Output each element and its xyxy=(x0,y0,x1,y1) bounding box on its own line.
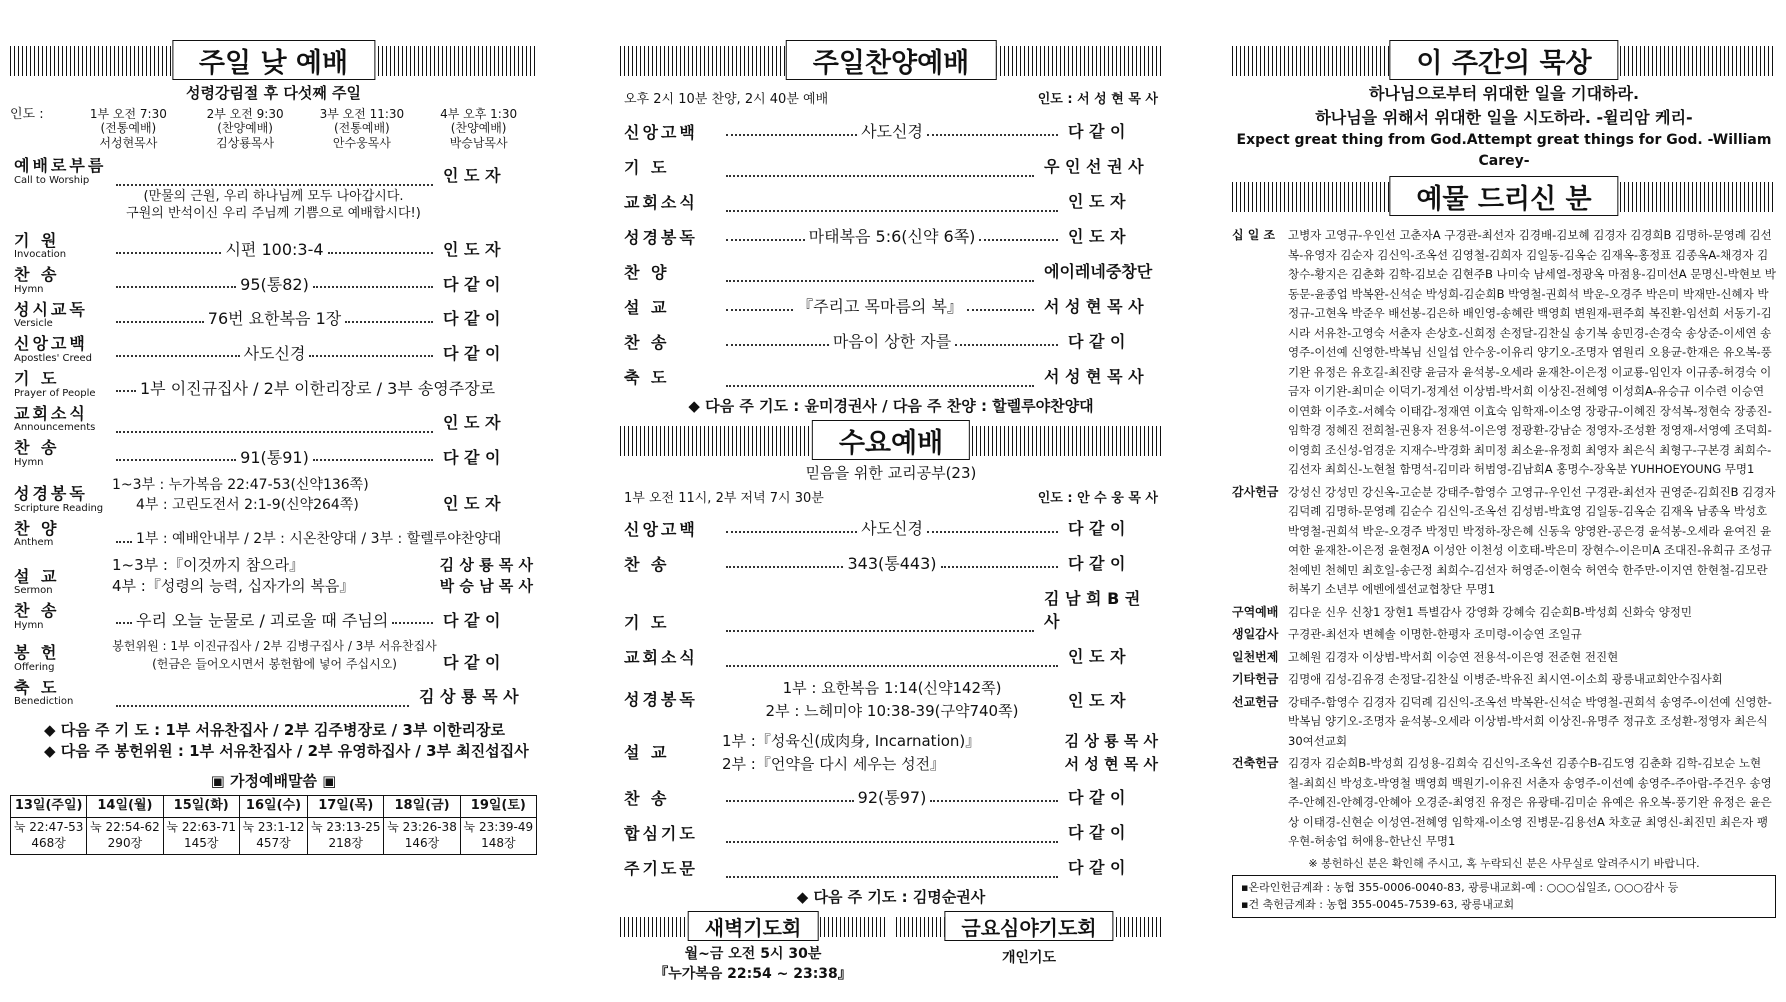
friday-prayer: 금요심야기도회 개인기도 xyxy=(896,911,1162,983)
gifts-header: 예물 드리신 분 xyxy=(1232,176,1776,216)
scripture-reading: 성경봉독 Scripture Reading 1~3부 : 누가복음 22:47-53(신약136쪽) 4부 : 고린도전서 2:1-9(신약264쪽) 인 도 자 xyxy=(14,476,501,514)
verse-line-3: Expect great thing from God.Attempt great things for God. -William Carey- xyxy=(1236,132,1772,169)
hymn-1: 찬 송 Hymn 95(통82) 다 같 이 xyxy=(14,265,501,295)
gift-cell: 구역예배 김다운 신우 신창1 장현1 특별감사 강영화 강혜숙 김순희B-박성희 신화숙 양정민 xyxy=(1232,604,1692,619)
wed-hymn: 찬 송 343(통443) 다 같 이 xyxy=(624,554,1126,575)
anthem: 찬 양 Anthem 1부 : 예배안내부 / 2부 : 시온찬양대 / 3부 : 할렐루야찬양대 xyxy=(14,518,502,549)
c2-item-news: 교회소식 인 도 자 xyxy=(624,192,1126,213)
bank-accounts: ▪온라인헌금계좌 : 농협 355-0006-0040-83, 광릉내교회-예 : ○○○십일조, ○○○감사 등 ▪건 축헌금계좌 : 농협 355-0045-7539-63, 광릉내교회 xyxy=(1232,875,1776,918)
verse-line-2: 하나님을 위해서 위대한 일을 시도하라. -윌리암 케리- xyxy=(1315,108,1693,127)
hymn-2: 찬 송 Hymn 91(통91) 다 같 이 xyxy=(14,438,501,468)
c2-item-sermon: 설 교 『주리고 목마름의 복』 서 성 현 목 사 xyxy=(624,297,1144,318)
gift-note: ※ 봉헌하신 분은 확인해 주시고, 혹 누락되신 분은 사무실로 알려주시기 바랍니다. xyxy=(1308,856,1700,870)
family-worship-title: ▣ 가정예배말씀 ▣ xyxy=(210,772,337,791)
family-worship-table: 13일(주일) 14일(월) 15일(화) 16일(수) 17일(목) 18일(금) 19일(토) 눅 22:47-53 468장 눅 22:54-62 290장 눅 22:63-71 145장 눅 23:1-12 457장 눅 23:13-25 218장 눅 23:26-38 146장 눅 23:39-49 148장 xyxy=(10,795,537,854)
wed-news: 교회소식 인 도 자 xyxy=(624,647,1126,668)
wed-next-prayer: ◆ 다음 주 기도 : 김명순권사 xyxy=(796,888,986,906)
creed: 신앙고백 Apostles' Creed 사도신경 다 같 이 xyxy=(14,334,501,364)
c2-item-creed: 신앙고백 사도신경 다 같 이 xyxy=(624,122,1126,143)
gift-building: 건축헌금 김경자 김순희B-박성희 김성용-김희숙 김신익-조옥선 김종수B-김도영 김춘화 김학-김보순 노현철-최희신 박성호-박영철 백영희 백원기-이유진 서춘자 송영주-이선예 송영주-주아람-주건우 송영주-안혜진-안혜경-안혜아 오경준-최영진 유정은 유광태-김미순 유예은 유오복-풍기완 유정은 윤은상 이태경-신현순 이성연-전혜영 임학재-이소영 진병문-김용선A 차호균 최영신-최진민 최은자 팽우현-허송업 허애용-한난신 무명1 xyxy=(1232,756,1772,848)
section-header: 주일 낮 예배 xyxy=(10,40,537,80)
section-header: 주일찬양예배 xyxy=(620,40,1162,80)
c2-item-scripture: 성경봉독 마태복음 5:6(신약 6쪽) 인 도 자 xyxy=(624,227,1126,248)
benediction: 축 도 Benediction 김 상 룡 목 사 xyxy=(14,677,519,708)
gift-list xyxy=(1232,226,1776,852)
gift-other: 기타헌금 김명애 김성-김유경 손정달-김찬실 이병준-박유진 최시연-이소희 광릉내교회안수집사회 xyxy=(1232,672,1723,686)
wed-header: 수요예배 xyxy=(620,420,1162,460)
gift-1000: 일천번제 고혜원 김경자 이상범-박서희 이승연 전용석-이은영 전준현 전진현 xyxy=(1232,649,1619,664)
c2-item-benediction: 축 도 서 성 현 목 사 xyxy=(624,367,1144,388)
prayer: 기 도 Prayer of People 1부 이진규집사 / 2부 이한리장로 / 3부 송영주장로 xyxy=(14,368,496,399)
meditation-column xyxy=(1232,40,1776,918)
wed-sermon: 설 교 1부 :『성육신(成肉身, Incarnation)』 김 상 룡 목 사 2부 :『언약을 다시 세우는 성전』 서 성 현 목 사 xyxy=(624,732,1158,773)
c2-item-hymn: 찬 송 마음이 상한 자를 다 같 이 xyxy=(624,332,1126,353)
leader-4: 4부 오후 1:30 (찬양예배) 박승남목사 xyxy=(440,107,518,150)
call-to-worship: 예배로부름 Call to Worship 인 도 자 xyxy=(14,156,501,186)
leader-2: 2부 오전 9:30 (찬양예배) 김상룡목사 xyxy=(206,107,284,150)
wed-lords-prayer: 주기도문 다 같 이 xyxy=(624,858,1126,879)
section-header: 이 주간의 묵상 xyxy=(1232,40,1776,80)
next-week-prayer: ◆ 다음 주 기 도 : 1부 서유찬집사 / 2부 김주병장로 / 3부 이한리장로 xyxy=(44,721,505,740)
gift-birthday: 생일감사 구경관-최선자 변혜솔 이명한-한평자 조미령-이승연 조일규 xyxy=(1232,627,1582,641)
gift-tithe: 십 일 조 고병자 고영규-우인선 고춘자A 구경관-최선자 김경배-김보혜 김경자 김경희B 김명하-문영례 김선복-유영자 김순자 김신익-조옥선 김영철-김희자 김일동-김옥순 김재옥-홍정표 김종옥A-채경자 김창수-황지은 김춘화 김학-김보순 김현주B 나미숙 남세열-정광옥 마점용-김미선A 문명신-박현보 박동문-윤종업 박복완-신석순 박성희-김순희B 박영철-권희석 박운-오경주 박은미 박재만-신혜자 박정규-고현옥 박준우 배선봉-김은하 배인영-송혜란 백영희 변원재-편주희 복진환-임선희 서동기-김시라 서유찬-고영숙 서춘자 손상호-신희정 손정달-김찬실 송기복 송민경-손경숙 송상준-이세연 송영주-이선예 신영한-박복님 신일섭 안수웅-이유리 양기오-조명자 염원리 오용균-한재은 유오복-풍기완 유정은 유호길-최진량 윤금자 윤석봉-오세라 윤재찬-이은정 이교룡-임인자 이규종-허경숙 이금자 이기완-최미순 이덕기-정계선 이상범-박서희 이상진-전혜영 이성희A-유승규 이수련 이승연 이연화 이주호-서혜숙 이태갑-정재연 이효숙 임학재-이소영 장광규-이혜진 장석복-정현숙 장종진-임학경 정혜진 전희철-권용자 전용석-이은영 정광환-강남순 정영자-조성환 정영재-서영예 조덕희-이영희 조신성-엄경운 지재수-박경화 최미정 최소윤-유정희 최영자 최은식 최형구-구본경 최희수-김선자 최희신-노현철 함명석-김미라 허범영-김남희A 홍명수-장옥분 YUHHOEYOUNG 무명1 xyxy=(1232,228,1776,476)
sunday-worship-column: 주일 낮 예배 성령강림절 후 다섯째 주일 인도 : 1부 오전 7:30 (전통예배) 서성현목사 2부 오전 9:30 (찬양예배) 김상룡목사 3부 오전 11:30 (전통예배) 안수웅목사 4부 오후 1:30 (찬양예배) 박승남목사 예배로부름 Call to Worship 인 도 자 (만물의 근원, 우리 하나님께 모두 나아갑시다. 구원의 반석이신 우리 주님께 기쁨으로 예배합시다!) 기 원 Invocation 시편 100:3-4 인 도 자 찬 송 Hymn 95(통82) 다 같 이 성시교독 Versicle 76번 요한복음 1장 다 같 이 신앙고백 Apostles' Creed 사도신경 다 같 이 기 도 Prayer of People 1부 이진규집사 / 2부 이한리장로 / 3부 송영주장로 교회소식 Announcements 인 도 자 찬 송 Hymn 91(통91) 다 같 이 성경봉독 Scripture Reading 1~3부 : 누가복음 22:47-53(신약136쪽) 4부 : 고린도전서 2:1-9(신약264쪽) 인 도 자 찬 양 Anthem 1부 : 예배안내부 / 2부 : 시온찬양대 / 3부 : 할렐루야찬양대 설 교 Sermon 1~3부 :『이것까지 참으라』 김 상 룡 목 사 4부 :『성령의 능력, 십자가의 복음』 박 승 남 목 사 찬 송 Hymn 우리 오늘 눈물로 / 괴로울 때 주님의 다 같 이 봉 헌 Offering 봉헌위원 : 1부 이진규집사 / 2부 김병구집사 / 3부 서유찬집사 (헌금은 들어오시면서 봉헌함에 넣어 주십시오) 다 같 이 축 도 Benediction 김 상 룡 목 사 ◆ 다음 주 기 도 : 1부 서유찬집사 / 2부 김주병장로 / 3부 이한리장로 ◆ 다음 주 봉헌위원 : 1부 서유찬집사 / 2부 유영하집사 / 3부 최진섭집사 ▣ 가정예배말씀 ▣ 13일(주일) 14일(월) 15일(화) 16일(수) 17일(목) 18일(금) 19일(토) 눅 22:47-53 468장 눅 22:54-62 290장 눅 22:63-71 145장 눅 23:1-12 457장 눅 23:13-25 218장 눅 23:26-38 146장 눅 23:39-49 148장 xyxy=(10,40,537,855)
sermon: 설 교 Sermon 1~3부 :『이것까지 참으라』 김 상 룡 목 사 4부 :『성령의 능력, 십자가의 복음』 박 승 남 목 사 xyxy=(14,556,533,597)
leader-1: 1부 오전 7:30 (전통예배) 서성현목사 xyxy=(89,107,167,150)
wed-prayer: 기 도 김 남 희 B 권 사 xyxy=(624,589,1141,633)
wed-hymn-2: 찬 송 92(통97) 다 같 이 xyxy=(624,788,1126,809)
gift-thanks: 감사헌금 강성신 강성민 강신옥-고순분 강태주-함영수 고영규-우인선 구경관-최선자 권영준-김희진B 김경자 김덕례 김명하-문영례 김순수 김신익-조옥선 김성범-박효영 김일동-김옥순 김재옥 남종옥 박성호 박영철-권희석 박운-오경주 박정민 박정하-장은혜 신동욱 양영완-공은경 윤석봉-오세라 윤여진 윤여한 윤재찬-이은정 윤현정A 이성안 이천성 이호태-박은미 장현수-이은미A 조대진-유희규 조성규 천예빈 천혜민 최호일-송근정 최희수-김선자 허영준-이현숙 허연숙 한주만-이지연 한현철-김모란 허복기 소년부 에벤에셀선교협창단 무명1 xyxy=(1232,484,1776,596)
wed-creed: 신앙고백 사도신경 다 같 이 xyxy=(624,519,1126,540)
wed-unison-prayer: 합심기도 다 같 이 xyxy=(624,823,1126,844)
leaders: 인도 : 1부 오전 7:30 (전통예배) 서성현목사 2부 오전 9:30 (찬양예배) 김상룡목사 3부 오전 11:30 (전통예배) 안수웅목사 4부 오후 1:30 (찬양예배) 박승남목사 xyxy=(10,107,537,150)
praise-worship-column: 주일찬양예배 오후 2시 10분 찬양, 2시 40분 예배 인도 : 서 성 현 목 사 신앙고백 사도신경 다 같 이 기 도 우 인 선 권 사 교회소식 인 도 자 성경봉독 마태복음 5:6(신약 6쪽) 인 도 자 찬 양 에이레네중창단 설 교 『주리고 목마름의 복』 서 성 현 목 사 찬 송 마음이 상한 자를 다 같 이 축 도 서 성 현 목 사 ◆ 다음 주 기도 : 윤미경권사 / 다음 주 찬양 : 할렐루야찬양대 수요예배 믿음을 위한 교리공부(23) 1부 오전 11시, 2부 저녁 7시 30분 인도 : 안 수 웅 목 사 신앙고백 사도신경 다 같 이 찬 송 343(통443) 다 같 이 기 도 김 남 희 B 권 사 교회소식 인 도 자 성경봉독 1부 : 요한복음 1:14(신약142쪽) 2부 : 느헤미야 10:38-39(구약740쪽) 인 도 자 설 교 1부 :『성육신(成肉身, Incarnation)』 김 상 룡 목 사 2부 :『언약을 다시 세우는 성전』 서 성 현 목 사 찬 송 92(통97) 다 같 이 합심기도 다 같 이 주기도문 다 같 이 ◆ 다음 주 기도 : 김명순권사 새벽기도회 월~금 오전 5시 30분 『누가복음 22:54 ~ 23:38』 금요심야기도회 개인기도 xyxy=(620,40,1162,983)
c2-item-prayer: 기 도 우 인 선 권 사 xyxy=(624,157,1144,178)
c2-item-anthem: 찬 양 에이레네중창단 xyxy=(624,262,1153,283)
gift-mission: 선교헌금 강태주-함영수 김경자 김덕례 김신익-조옥선 박복완-신석순 박영철-권희석 송영주-이선예 신영한-박복님 양기오-조명자 윤석봉-오세라 이상범-박서희 이상진-유명주 정규호 조성환-정영자 최은식 30여선교회 xyxy=(1232,694,1772,748)
wed-scripture: 성경봉독 1부 : 요한복음 1:14(신약142쪽) 2부 : 느헤미야 10:38-39(구약740쪽) 인 도 자 xyxy=(624,679,1126,720)
dawn-prayer: 새벽기도회 월~금 오전 5시 30분 『누가복음 22:54 ~ 23:38』 xyxy=(620,911,886,983)
versicle: 성시교독 Versicle 76번 요한복음 1장 다 같 이 xyxy=(14,299,501,330)
invocation: 기 원 Invocation 시편 100:3-4 인 도 자 xyxy=(14,230,501,261)
next-week-offering: ◆ 다음 주 봉헌위원 : 1부 서유찬집사 / 2부 유영하집사 / 3부 최진섭집사 xyxy=(44,742,529,761)
c2-next-week: ◆ 다음 주 기도 : 윤미경권사 / 다음 주 찬양 : 할렐루야찬양대 xyxy=(688,397,1094,415)
verse-line-1: 하나님으로부터 위대한 일을 기대하라. xyxy=(1368,84,1640,103)
subtitle: 성령강림절 후 다섯째 주일 xyxy=(185,84,362,102)
leader-3: 3부 오전 11:30 (전통예배) 안수웅목사 xyxy=(319,107,405,150)
hymn-3: 찬 송 Hymn 우리 오늘 눈물로 / 괴로울 때 주님의 다 같 이 xyxy=(14,601,501,631)
announcements: 교회소식 Announcements 인 도 자 xyxy=(14,403,501,434)
offering: 봉 헌 Offering 봉헌위원 : 1부 이진규집사 / 2부 김병구집사 / 3부 서유찬집사 (헌금은 들어오시면서 봉헌함에 넣어 주십시오) 다 같 이 xyxy=(14,638,501,673)
